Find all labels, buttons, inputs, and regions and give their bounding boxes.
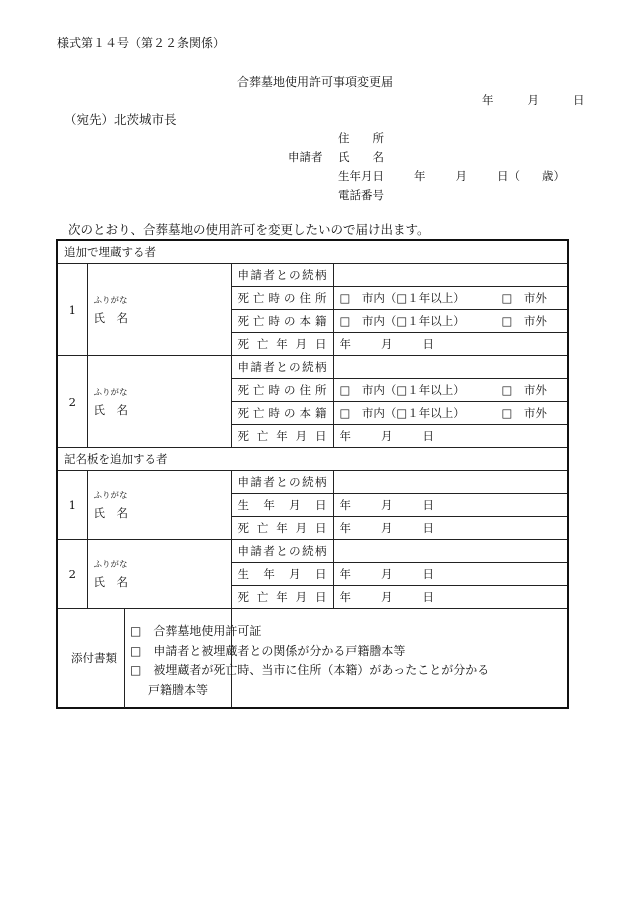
name-cell[interactable]	[87, 264, 231, 356]
attachments-label: 添付書類	[57, 609, 231, 709]
relation-field[interactable]	[333, 264, 568, 287]
death-date-field[interactable]: 年 月 日	[333, 517, 568, 540]
intro-text: 次のとおり、合葬墓地の使用許可を変更したいので届け出ます。	[68, 222, 430, 237]
attachment-item[interactable]: □ 申請者と被埋蔵者との関係が分かる戸籍謄本等	[130, 643, 406, 658]
submission-date	[482, 92, 585, 108]
name-label: 氏 名	[93, 575, 128, 589]
name-label: 氏 名	[93, 310, 128, 325]
date-year: 年	[482, 93, 494, 107]
attachment-item[interactable]: □ 被埋蔵者が死亡時、当市に住所（本籍）があったことが分かる	[130, 663, 490, 677]
relation-field[interactable]	[333, 540, 568, 563]
furigana-label: ふりがな	[93, 560, 128, 570]
birth-date-field[interactable]: 年 月 日	[333, 494, 568, 517]
death-date-field[interactable]: 年 月 日	[333, 425, 568, 448]
relation-label: 申請者との続柄	[231, 471, 333, 494]
applicant-fields	[338, 129, 565, 205]
form-number: 様式第１４号（第２２条関係）	[57, 36, 226, 50]
furigana-label: ふりがな	[93, 491, 128, 501]
furigana-label: ふりがな	[93, 295, 128, 306]
section1-heading: 追加で埋蔵する者	[57, 240, 568, 264]
date-month: 月	[527, 93, 539, 107]
person-number: 2	[57, 540, 87, 609]
person-number: 1	[57, 264, 87, 356]
name-cell[interactable]	[87, 356, 231, 448]
death-date-label: 死亡年月日	[231, 425, 333, 448]
birth-date-label: 生年月日	[231, 494, 333, 517]
applicant-address-label: 住 所	[338, 131, 384, 145]
death-date-label: 死亡年月日	[231, 333, 333, 356]
birth-date-label: 生年月日	[231, 563, 333, 586]
death-domicile-options[interactable]: □ 市内（□１年以上） □ 市外	[333, 402, 568, 425]
section2-heading: 記名板を追加する者	[57, 448, 568, 471]
date-day: 日	[573, 93, 585, 107]
addressee: （宛先）北茨城市長	[64, 112, 177, 127]
person-number: 1	[57, 471, 87, 540]
applicant-phone-label: 電話番号	[338, 188, 384, 202]
applicant-label: 申請者	[288, 150, 323, 164]
death-address-options[interactable]: □ 市内（□１年以上） □ 市外	[333, 287, 568, 310]
death-date-label: 死亡年月日	[231, 586, 333, 609]
birth-date-field[interactable]: 年 月 日	[333, 563, 568, 586]
death-date-field[interactable]: 年 月 日	[333, 586, 568, 609]
death-address-label: 死亡時の住所	[231, 287, 333, 310]
death-date-label: 死亡年月日	[231, 517, 333, 540]
document-title: 合葬墓地使用許可事項変更届	[236, 75, 393, 89]
attachment-item-continued: 戸籍謄本等	[148, 682, 209, 697]
death-domicile-options[interactable]: □ 市内（□１年以上） □ 市外	[333, 310, 568, 333]
death-domicile-label: 死亡時の本籍	[231, 310, 333, 333]
furigana-label: ふりがな	[93, 387, 128, 398]
name-cell[interactable]	[87, 540, 231, 609]
person-number: 2	[57, 356, 87, 448]
relation-field[interactable]	[333, 356, 568, 379]
name-label: 氏 名	[93, 402, 128, 417]
applicant-name-label: 氏 名	[338, 150, 384, 164]
relation-field[interactable]	[333, 471, 568, 494]
death-domicile-label: 死亡時の本籍	[231, 402, 333, 425]
name-label: 氏 名	[93, 506, 128, 520]
attachments-items	[130, 622, 489, 700]
applicant-birth-row: 生年月日 年 月 日（ 歳）	[338, 169, 565, 183]
death-address-label: 死亡時の住所	[231, 379, 333, 402]
attachment-item[interactable]: □ 合葬墓地使用許可証	[130, 624, 262, 638]
relation-label: 申請者との続柄	[231, 264, 333, 287]
relation-label: 申請者との続柄	[231, 540, 333, 563]
death-date-field[interactable]: 年 月 日	[333, 333, 568, 356]
relation-label: 申請者との続柄	[231, 356, 333, 379]
death-address-options[interactable]: □ 市内（□１年以上） □ 市外	[333, 379, 568, 402]
name-cell[interactable]	[87, 471, 231, 540]
